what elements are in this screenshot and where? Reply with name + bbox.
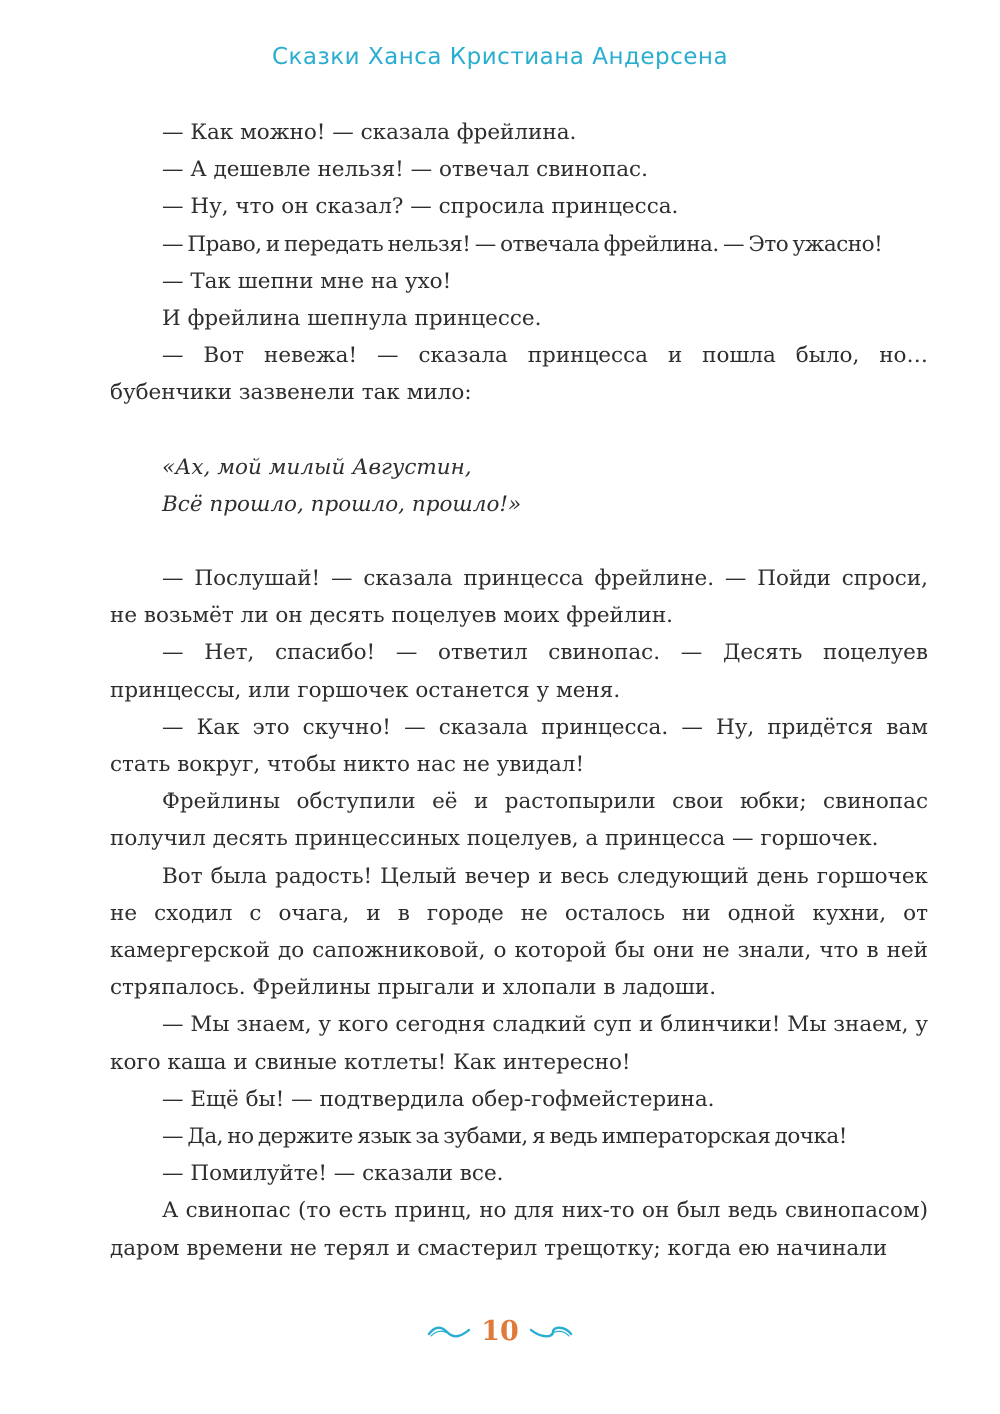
paragraph: — Вот невежа! — сказала принцесса и пошла было, но… бубенчики зазвенели так мило: bbox=[110, 343, 928, 406]
paragraph: — Ну, что он сказал? — спросила принцесса. bbox=[162, 194, 679, 220]
paragraph: — Как это скучно! — сказала принцесса. — Ну, придётся вам стать вокруг, чтобы никто нас не увидал! bbox=[110, 714, 928, 778]
paragraph: — Право, и передать нельзя! — отвечала фрейлина. — Это ужасно! bbox=[162, 231, 883, 257]
left-swash-ornament-icon bbox=[427, 1324, 471, 1340]
paragraph: Вот была радость! Целый вечер и весь следующий день горшочек не сходил с очага, и в городе не осталось ни одной кухни, от камергерской до сапожниковой, о которой бы они не знали, что в ней стряпалось. Фрейлины прыгали и хлопали в ладоши. bbox=[110, 863, 928, 1001]
paragraph: — Да, но держите язык за зубами, я ведь императорская дочка! bbox=[162, 1124, 847, 1150]
running-header: Сказки Ханса Кристиана Андерсена bbox=[271, 44, 729, 70]
verse-line: Всё прошло, прошло, прошло!» bbox=[162, 491, 522, 517]
paragraph: А свинопас (то есть принц, но для них-то он был ведь свинопасом) даром времени не терял и смастерил трещотку; когда ею начинали bbox=[110, 1198, 928, 1261]
paragraph: — А дешевле нельзя! — отвечал свинопас. bbox=[162, 157, 648, 183]
paragraph: Фрейлины обступили её и растопырили свои юбки; свинопас получил десять принцессиных поцелуев, а принцесса — горшочек. bbox=[110, 789, 928, 852]
verse-block bbox=[162, 449, 928, 523]
paragraph: — Помилуйте! — сказали все. bbox=[162, 1161, 504, 1187]
paragraph: — Ещё бы! — подтвердила обер-гофмейстерина. bbox=[162, 1086, 715, 1112]
paragraph: — Мы знаем, у кого сегодня сладкий суп и блинчики! Мы знаем, у кого каша и свиные котлеты! Как интересно! bbox=[110, 1012, 928, 1075]
paragraph: — Так шепни мне на ухо! bbox=[162, 268, 452, 294]
page-footer bbox=[0, 1316, 1000, 1347]
page-number: 10 bbox=[481, 1316, 519, 1347]
paragraph: — Послушай! — сказала принцесса фрейлине. — Пойди спроси, не возьмёт ли он десять поцелуев моих фрейлин. bbox=[110, 566, 928, 629]
paragraph: — Нет, спасибо! — ответил свинопас. — Десять поцелуев принцессы, или горшочек останется у меня. bbox=[110, 640, 928, 703]
paragraph: — Как можно! — сказала фрейлина. bbox=[162, 120, 577, 145]
right-swash-ornament-icon bbox=[529, 1324, 573, 1340]
paragraph: И фрейлина шепнула принцессе. bbox=[162, 306, 542, 332]
verse-line: «Ах, мой милый Августин, bbox=[162, 454, 472, 480]
page-text bbox=[110, 114, 928, 1267]
